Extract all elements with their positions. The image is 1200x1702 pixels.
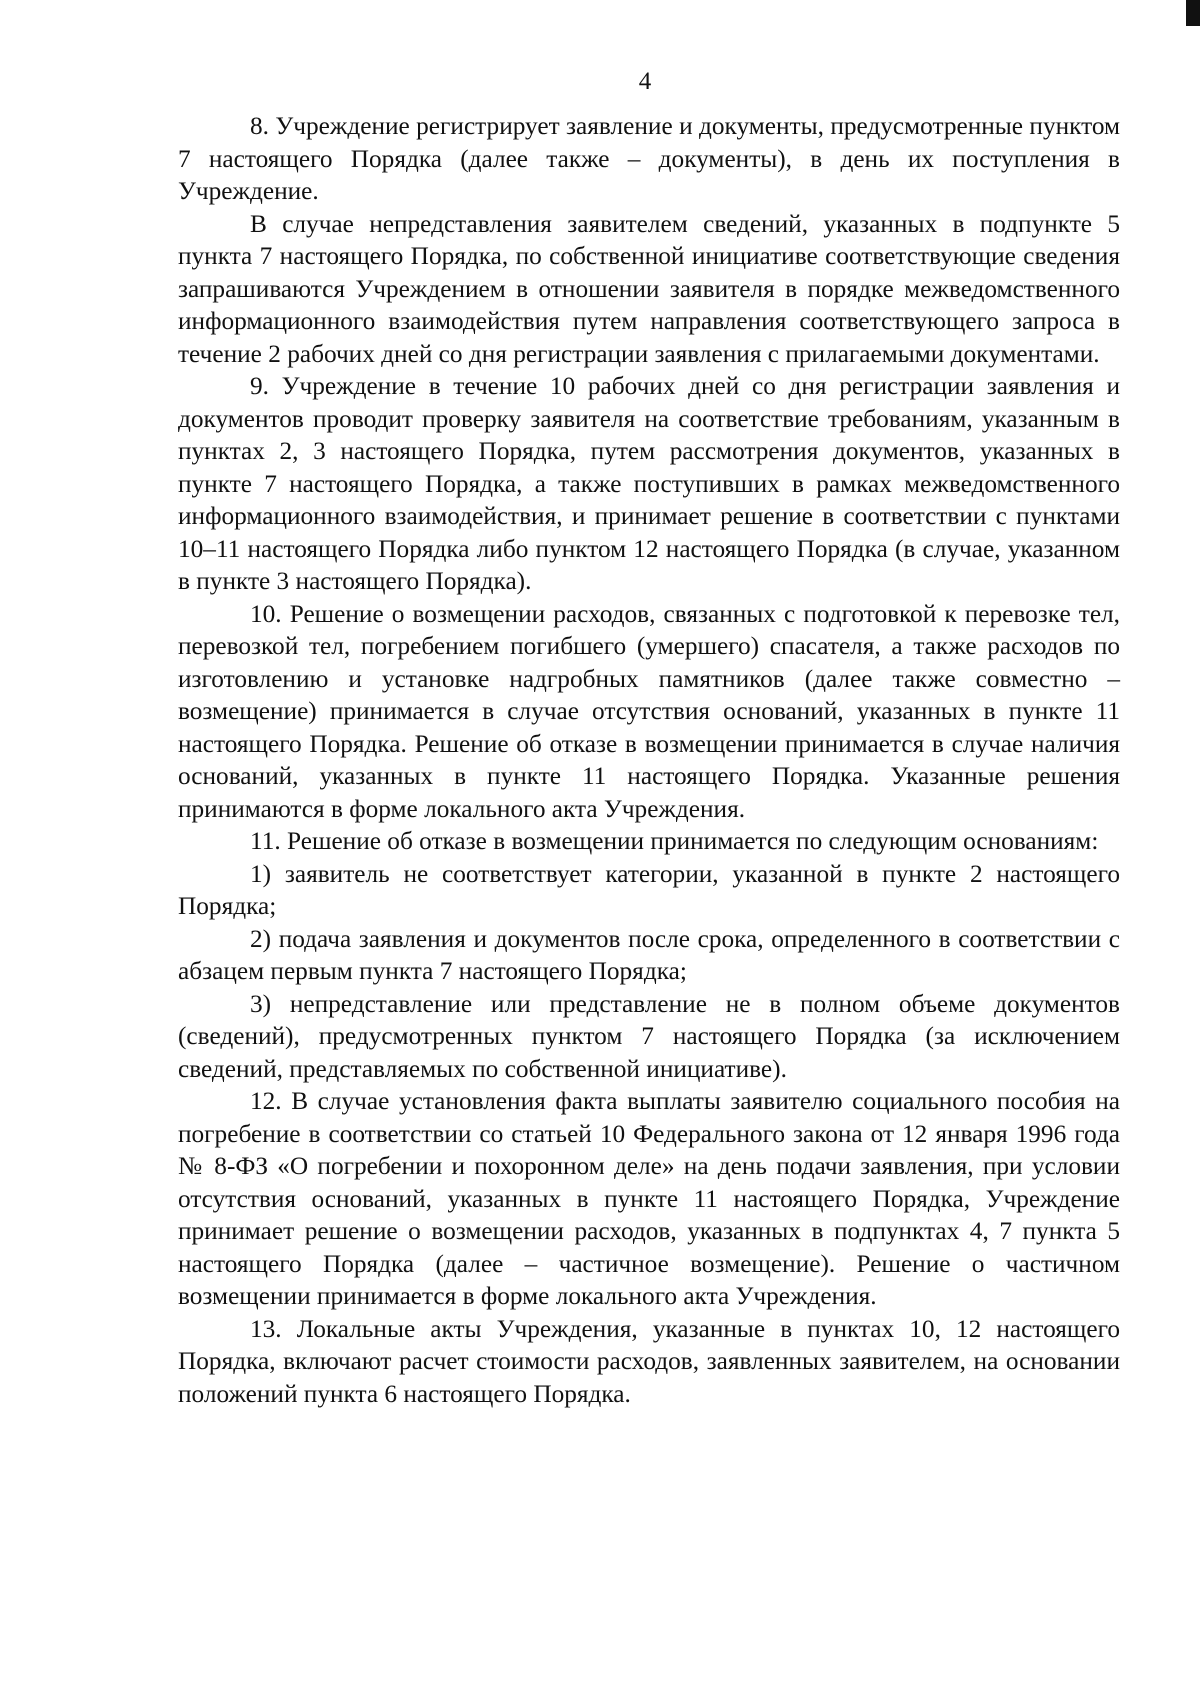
paragraph-8-subparagraph: В случае непредставления заявителем сведений, указанных в подпункте 5 пункта 7 настоящего Порядка, по собственной инициативе соответствующие сведения запрашиваются Учреждением в отношении заявителя в порядке межведомственного информационного взаимодействия путем направления соответствующего запроса в течение 2 рабочих дней со дня регистрации заявления с прилагаемыми документами. xyxy=(178,209,1120,368)
scan-corner-mark xyxy=(1186,0,1200,26)
paragraph-13: 13. Локальные акты Учреждения, указанные в пунктах 10, 12 настоящего Порядка, включают расчет стоимости расходов, заявленных заявителем, на основании положений пункта 6 настоящего Порядка. xyxy=(178,1314,1120,1408)
paragraph-10: 10. Решение о возмещении расходов, связанных с подготовкой к перевозке тел, перевозкой тел, погребением погибшего (умершего) спасателя, а также расходов по изготовлению и установке надгробных памятников (далее также совместно – возмещение) принимается в случае отсутствия оснований, указанных в пункте 11 настоящего Порядка. Решение об отказе в возмещении принимается в случае наличия оснований, указанных в пункте 11 настоящего Порядка. Указанные решения принимаются в форме локального акта Учреждения. xyxy=(178,599,1120,823)
paragraph-11-item-3: 3) непредставление или представление не в полном объеме документов (сведений), предусмотренных пунктом 7 настоящего Порядка (за исключением сведений, представляемых по собственной инициативе). xyxy=(178,989,1120,1083)
page-number: 4 xyxy=(638,68,652,95)
paragraph-12: 12. В случае установления факта выплаты заявителю социального пособия на погребение в соответствии со статьей 10 Федерального закона от 12 января 1996 года № 8-ФЗ «О погребении и похоронном деле» на день подачи заявления, при условии отсутствия оснований, указанных в пункте 11 настоящего Порядка, Учреждение принимает решение о возмещении расходов, указанных в подпунктах 4, 7 пункта 5 настоящего Порядка (далее – частичное возмещение). Решение о частичном возмещении принимается в форме локального акта Учреждения. xyxy=(178,1087,1120,1310)
paragraph-8: 8. Учреждение регистрирует заявление и документы, предусмотренные пунктом 7 настоящего Порядка (далее также – документы), в день их поступления в Учреждение. xyxy=(178,112,1120,205)
paragraph-11: 11. Решение об отказе в возмещении принимается по следующим основаниям: xyxy=(250,827,1099,855)
paragraph-11-item-1: 1) заявитель не соответствует категории, указанной в пункте 2 настоящего Порядка; xyxy=(178,859,1120,920)
paragraph-9: 9. Учреждение в течение 10 рабочих дней со дня регистрации заявления и документов проводит проверку заявителя на соответствие требованиям, указанным в пунктах 2, 3 настоящего Порядка, путем рассмотрения документов, указанных в пункте 7 настоящего Порядка, а также поступивших в рамках межведомственного информационного взаимодействия, и принимает решение в соответствии с пунктами 10–11 настоящего Порядка либо пунктом 12 настоящего Порядка (в случае, указанном в пункте 3 настоящего Порядка). xyxy=(178,372,1120,595)
paragraph-11-item-2: 2) подача заявления и документов после срока, определенного в соответствии с абзацем первым пункта 7 настоящего Порядка; xyxy=(178,924,1120,985)
document-body xyxy=(178,110,1120,1410)
